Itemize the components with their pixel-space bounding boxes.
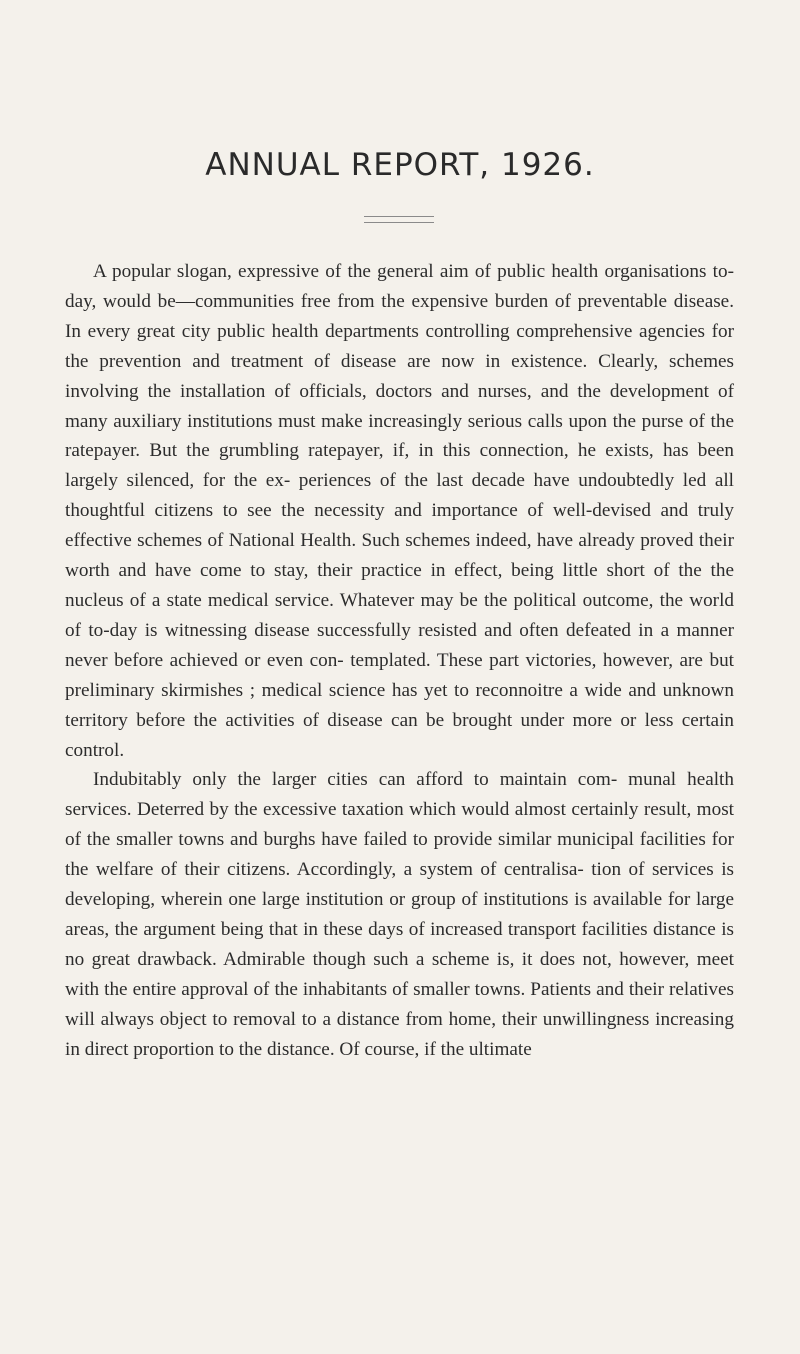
title-divider-top: [364, 216, 434, 217]
body-paragraph: A popular slogan, expressive of the general aim of public health organisations to-day, would be—communities free from the expensive burden of preventable disease. In every great city public health departments controlling comprehensive agencies for the prevention and treatment of disease are now in existence. Clearly, schemes involving the installation of officials, doctors and nurses, and the development of many auxiliary institutions must make increasingly serious calls upon the purse of the ratepayer. But the grumbling ratepayer, if, in this connection, he exists, has been largely silenced, for the ex- periences of the last decade have undoubtedly led all thoughtful citizens to see the necessity and importance of well-devised and truly effective schemes of National Health. Such schemes indeed, have already proved their worth and have come to stay, their practice in effect, being little short of the the nucleus of a state medical service. Whatever may be the political outcome, the world of to-day is witnessing disease successfully resisted and often defeated in a manner never before achieved or even con- templated. These part victories, however, are but preliminary skirmishes ; medical science has yet to reconnoitre a wide and unknown territory before the activities of disease can be brought under more or less certain control.: [65, 261, 734, 761]
page-title: ANNUAL REPORT, 1926.: [205, 147, 595, 183]
report-body: [65, 257, 734, 1064]
title-divider-bottom: [364, 222, 434, 223]
body-paragraph: Indubitably only the larger cities can afford to maintain com- munal health services. Deterred by the excessive taxation which would almost certainly result, most of the smaller towns and burghs have failed to provide similar municipal facilities for the welfare of their citizens. Accordingly, a system of centralisa- tion of services is developing, wherein one large institution or group of institutions is available for large areas, the argument being that in these days of increased transport facilities distance is no great drawback. Admirable though such a scheme is, it does not, however, meet with the entire approval of the inhabitants of smaller towns. Patients and their relatives will always object to removal to a distance from home, their unwillingness increasing in direct proportion to the distance. Of course, if the ultimate: [65, 769, 734, 1060]
